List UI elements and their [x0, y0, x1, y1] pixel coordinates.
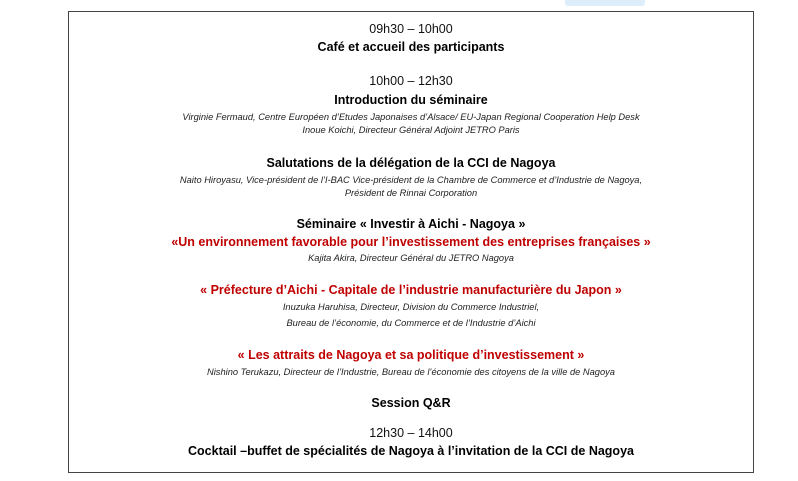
coffee-title: Café et accueil des participants: [317, 40, 505, 54]
aichi-speaker-2: Bureau de l’économie, du Commerce et de l’Industrie d’Aichi: [286, 318, 536, 328]
time-slot-2: 10h00 – 12h30: [369, 74, 453, 88]
nagoya-talk-title: « Les attraits de Nagoya et sa politique d’investissement »: [237, 348, 585, 362]
greetings-title: Salutations de la délégation de la CCI de Nagoya: [266, 156, 556, 170]
intro-speaker-1: Virginie Fermaud, Centre Européen d’Etudes Japonaises d’Alsace/ EU-Japan Regional Cooperation Help Desk: [182, 112, 640, 122]
cocktail-title: Cocktail –buffet de spécialités de Nagoya à l’invitation de la CCI de Nagoya: [188, 444, 634, 458]
aichi-speakers: [69, 301, 753, 330]
seminar-subtitle: «Un environnement favorable pour l’investissement des entreprises françaises »: [171, 235, 651, 249]
qa-session-title: Session Q&R: [371, 396, 451, 410]
greetings-speaker-1: Naito Hiroyasu, Vice-président de l’I-BAC Vice-président de la Chambre de Commerce et d’Industrie de Nagoya,: [179, 175, 643, 185]
intro-speakers: [69, 111, 753, 137]
seminar-title: Séminaire « Investir à Aichi - Nagoya »: [296, 217, 526, 231]
header-logo-fragment: [565, 0, 645, 6]
intro-title: Introduction du séminaire: [334, 93, 488, 107]
aichi-talk-title: « Préfecture d’Aichi - Capitale de l’industrie manufacturière du Japon »: [200, 283, 622, 297]
time-slot-3: 12h30 – 14h00: [369, 426, 453, 440]
greetings-speaker-2: Président de Rinnai Corporation: [344, 188, 478, 198]
intro-speaker-2: Inoue Koichi, Directeur Général Adjoint JETRO Paris: [302, 125, 520, 135]
time-slot-1: 09h30 – 10h00: [369, 22, 453, 36]
greetings-speakers: [69, 174, 753, 200]
aichi-speaker-1: Inuzuka Haruhisa, Directeur, Division du Commerce Industriel,: [282, 302, 540, 312]
program-frame: [68, 11, 754, 473]
nagoya-speaker: Nishino Terukazu, Directeur de l’Industrie, Bureau de l’économie des citoyens de la ville de Nagoya: [207, 367, 615, 377]
seminar-speaker: Kajita Akira, Directeur Général du JETRO Nagoya: [308, 253, 514, 263]
